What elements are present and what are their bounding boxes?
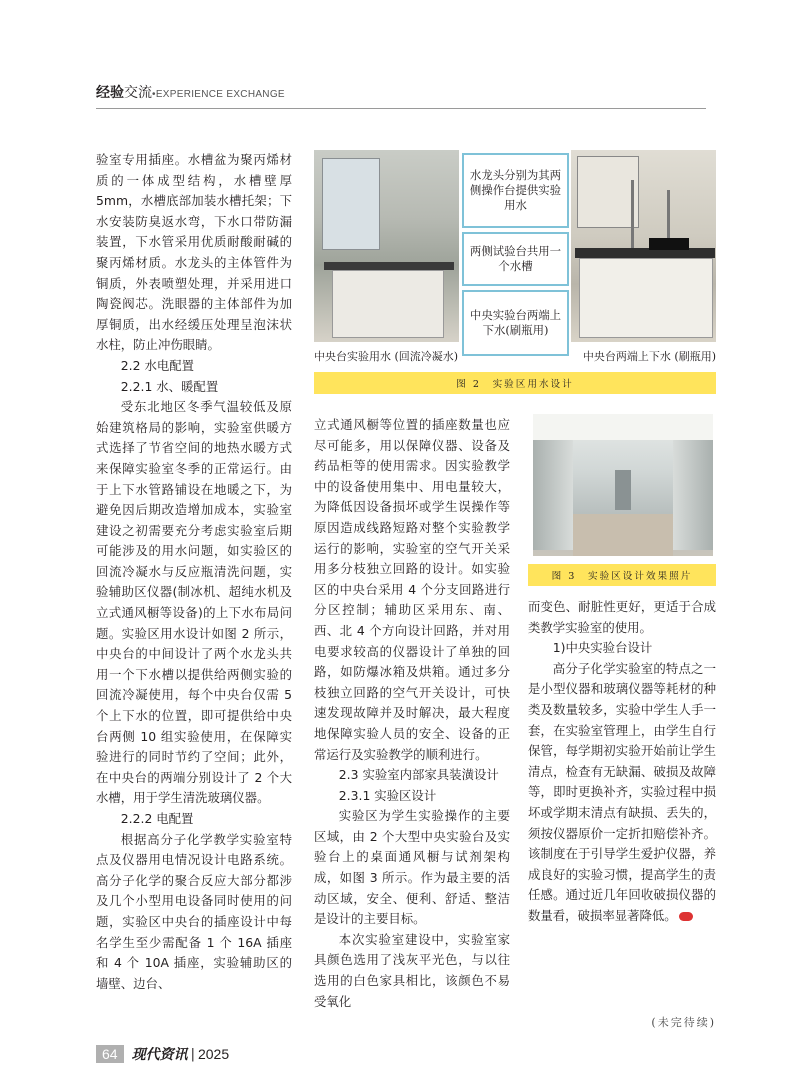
- paragraph: 根据高分子化学教学实验室特点及仪器用电情况设计电路系统。高分子化学的聚合反应大部分都涉及几个小型用电设备同时使用的问题，实验区中央台的插座设计中每名学生至少需配备 1 个 16A 插座和 4 个 10A 插座，实验辅助区的墙壁、边台、: [96, 831, 292, 991]
- header-strong: 经验: [96, 85, 124, 101]
- paragraph: 立式通风橱等位置的插座数量也应尽可能多，用以保障仪器、设备及药品柜等的使用需求。因实验教学中的设备使用集中、用电量较大，为降低因设备损坏或学生误操作等原因造成线路短路对整个实验教学运行的影响，实验室的空气开关采用多分枝独立回路的设计。如实验区的中央台采用 4 个分支回路进行分区控制；辅助区采用东、南、西、北 4 个方向设计回路，并对用电要求较高的仪器设计了单独的回路，如防爆冰箱及烘箱。通过多分枝独立回路的空气开关设计，可快速发现故障并及时解决，最大程度地保障实验人员的安全、设备的正常运行及实验教学的顺利进行。: [314, 417, 510, 762]
- figure-3-title: 图 3 实验区设计效果照片: [528, 564, 716, 586]
- callout-end-sinks: 中央实验台两端上下水(刷瓶用): [462, 290, 569, 356]
- text-column-2: [314, 415, 510, 1012]
- section-heading: 2.2 水电配置: [120, 357, 195, 373]
- subsection-heading: 1)中央实验台设计: [552, 640, 653, 656]
- header-sep: •: [152, 89, 156, 100]
- end-mark-icon: [679, 912, 693, 921]
- subsection-heading: 2.2.2 电配置: [120, 811, 194, 826]
- callout-faucet: 水龙头分别为其两侧操作台提供实验用水: [462, 153, 569, 228]
- paragraph: 实验区为学生实验操作的主要区域，由 2 个大型中央实验台及实验台上的桌面通风橱与试剂架构成，如图 3 所示。作为最主要的活动区域，安全、便利、舒适、整洁是设计的主要目标。: [314, 808, 510, 927]
- lab-photo-right: [571, 150, 716, 342]
- header-mid: 交流: [124, 85, 152, 101]
- running-header: [96, 82, 285, 102]
- paragraph: 受东北地区冬季气温较低及原始建筑格局的影响，实验室供暖方式选择了节省空间的地热水暖方式来保障实验室冬季的正常运行。由于上下水管路铺设在地暖之下，为避免因后期改造增加成本，实验室建设之初需要充分考虑实验室后期可能涉及的用水问题，如实验区的回流冷凝水与反应瓶清洗问题，实验辅助区仪器(制冰机、超纯水机及立式通风橱等设备)的上下水布局问题。实验区用水设计如图 2 所示，中央台的中间设计了两个水龙头共用一个下水槽以提供给两侧实验的回流冷凝使用，每个中央台仅需 5 个上下水的位置，即可提供给中央台两侧 10 组实验使用，在保障实验进行的同时节约了空间；此外，在中央台的两端分别设计了 2 个大水槽，用于学生清洗玻璃仪器。: [96, 399, 292, 806]
- footer: [96, 1044, 229, 1064]
- paragraph: 本次实验室建设中，实验室家具颜色选用了浅灰平光色，与以往选用的白色家具相比，该颜色不易受氧化: [314, 931, 510, 1009]
- photo-caption-left: 中央台实验用水 (回流冷凝水): [314, 350, 459, 363]
- subsection-heading: 2.3.1 实验区设计: [338, 787, 437, 803]
- page-number: 64: [96, 1045, 124, 1063]
- callout-shared-sink: 两侧试验台共用一个水槽: [462, 232, 569, 286]
- text-column-3: [528, 597, 716, 927]
- paragraph: 验室专用插座。水槽盆为聚丙烯材质的一体成型结构，水槽壁厚 5mm，水槽底部加装水槽托架；下水安装防臭返水弯，下水口带防漏装置，下水管采用优质耐酸耐碱的聚丙烯材质。水龙头的主体管件为铜质，外表喷塑处理，并采用进口陶瓷阀芯。洗眼器的主体部件为加厚铜质，出水经缓压处理呈泡沫状水柱，防止冲伤眼睛。: [96, 152, 292, 353]
- subsection-heading: 2.2.1 水、暖配置: [120, 378, 219, 394]
- photo-caption-right: 中央台两端上下水 (刷瓶用): [582, 350, 716, 363]
- paragraph: 而变色、耐脏性更好，更适于合成类教学实验室的使用。: [528, 599, 716, 635]
- journal-year: 2025: [197, 1046, 230, 1062]
- figure-2: [314, 150, 716, 365]
- header-rule: [96, 108, 706, 109]
- footer-separator: |: [190, 1046, 195, 1062]
- text-column-1: [96, 150, 292, 994]
- section-heading: 2.3 实验室内部家具装潢设计: [338, 767, 499, 783]
- paragraph: [528, 659, 716, 927]
- to-be-continued: (未完待续): [651, 1016, 716, 1029]
- lab-photo-left: [314, 150, 459, 342]
- paragraph-text: 高分子化学实验室的特点之一是小型仪器和玻璃仪器等耗材的种类及数量较多，实验中学生人手一套，在实验室管理上，由学生自行保管，每学期初实验开始前让学生清点，检查有无缺漏、破损及故障等，即时更换补齐，实验过程中损坏或学期末清点有缺损、丢失的，须按仪器原价一定折扣赔偿补齐。该制度在于引导学生爱护仪器，养成良好的实验习惯，提高学生的责任感。通过近几年回收破损仪器的数量看，破损率显著降低。: [528, 660, 716, 923]
- journal-name: 现代资讯: [131, 1047, 188, 1063]
- figure-3-photo: [533, 414, 713, 556]
- header-en: EXPERIENCE EXCHANGE: [155, 89, 285, 100]
- figure-2-title: 图 2 实验区用水设计: [314, 372, 716, 394]
